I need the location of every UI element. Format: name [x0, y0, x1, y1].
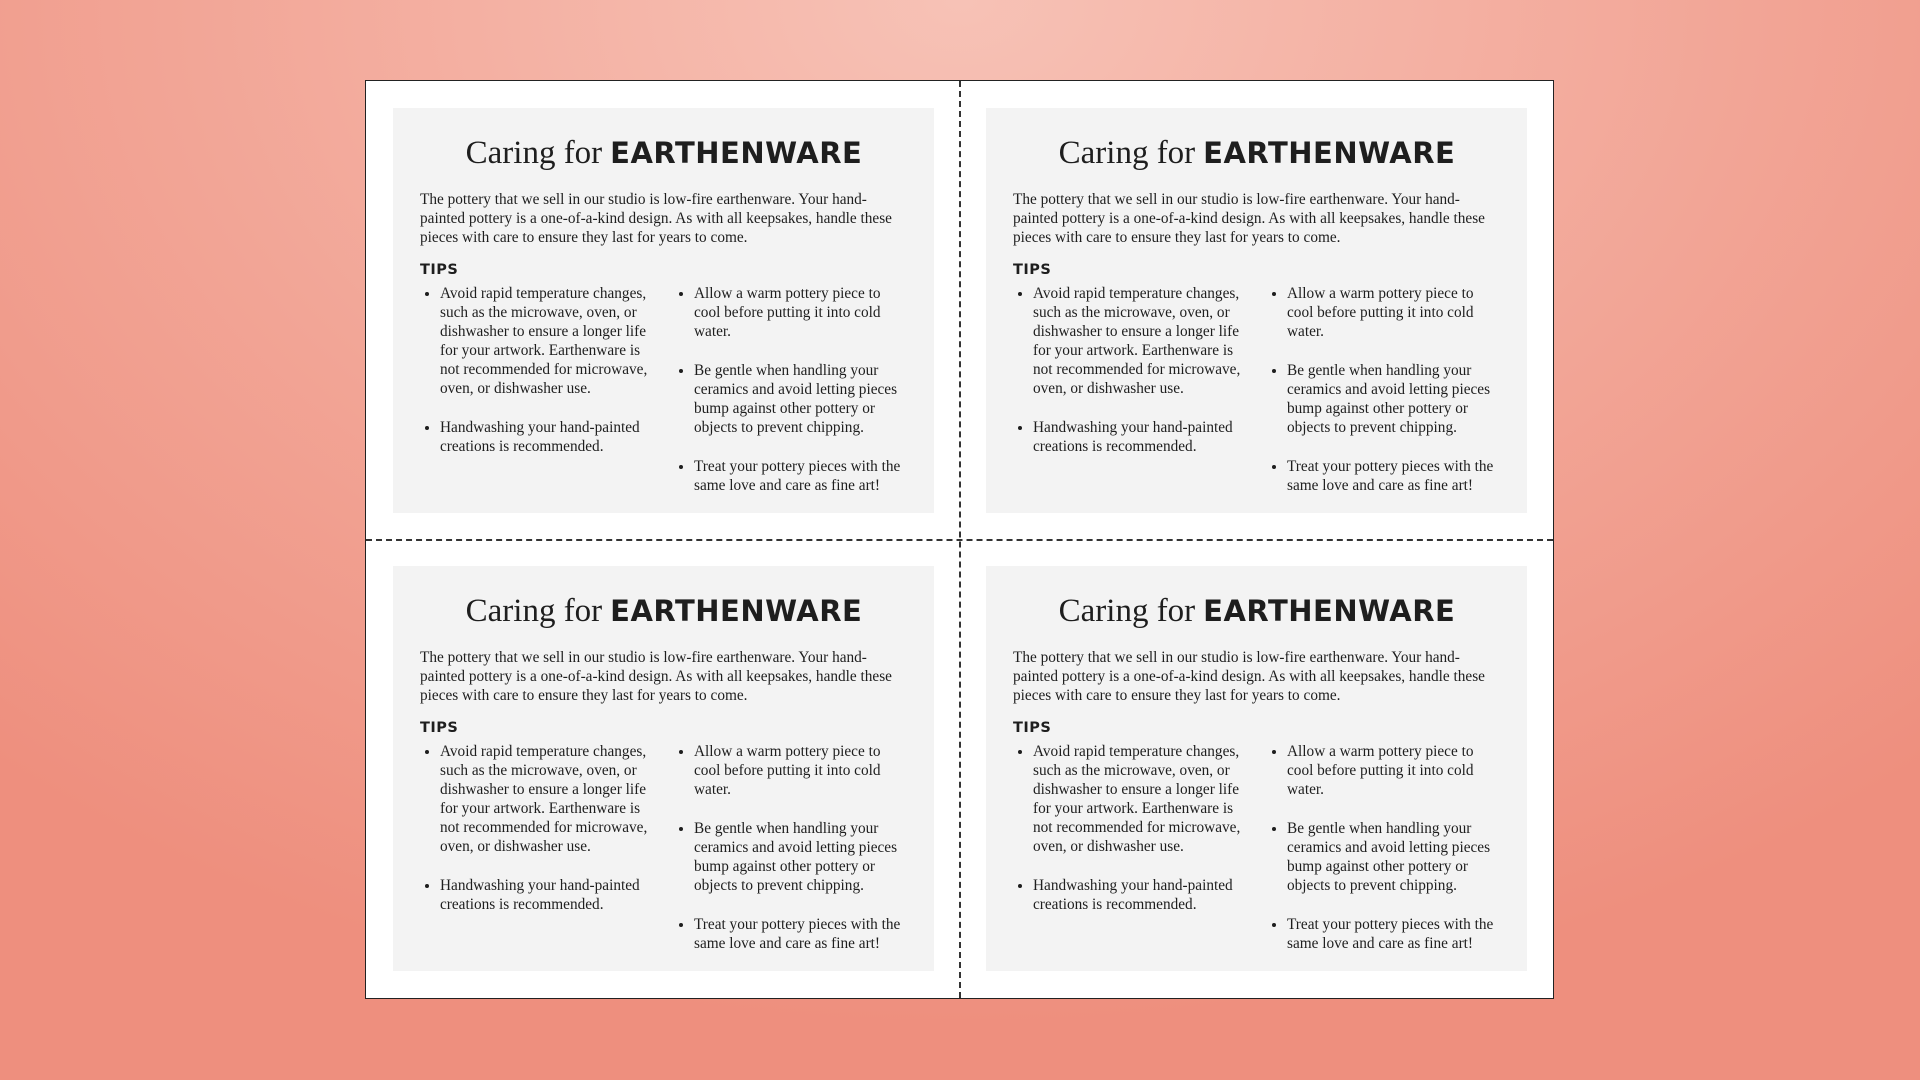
- card-title-bold: EARTHENWARE: [610, 136, 863, 170]
- printable-sheet: [365, 80, 1554, 999]
- tips-columns: [1013, 284, 1501, 515]
- tips-left-column: [420, 742, 664, 973]
- tip-item: • Avoid rapid temperature changes, such as the microwave, oven, or dishwasher to ensure a longer life for your artwork. Earthenware is not recommended for microwave, oven, or dishwasher use.: [1033, 742, 1243, 856]
- tips-heading: TIPS: [420, 720, 459, 736]
- tips-columns: [420, 284, 908, 515]
- card-title: [1013, 594, 1501, 634]
- tip-item: • Allow a warm pottery piece to cool before putting it into cold water.: [694, 742, 908, 799]
- tips-left-column: [1013, 742, 1257, 973]
- care-card-top-right: [986, 108, 1527, 513]
- tip-item: • Be gentle when handling your ceramics and avoid letting pieces bump against other pottery or objects to prevent chipping.: [1287, 361, 1501, 437]
- tip-item: • Avoid rapid temperature changes, such as the microwave, oven, or dishwasher to ensure a longer life for your artwork. Earthenware is not recommended for microwave, oven, or dishwasher use.: [1033, 284, 1243, 398]
- card-title-light: Caring for: [1058, 135, 1196, 171]
- card-title: [420, 136, 908, 176]
- tips-columns: [1013, 742, 1501, 973]
- card-title-light: Caring for: [1058, 593, 1196, 629]
- tips-left-column: [1013, 284, 1257, 515]
- card-title: [420, 594, 908, 634]
- card-intro: The pottery that we sell in our studio is low-fire earthenware. Your hand-painted pottery is a one-of-a-kind design. As with all keepsakes, handle these pieces with care to ensure they last for years to come.: [420, 191, 892, 246]
- card-title-light: Caring for: [465, 593, 603, 629]
- tip-item: • Allow a warm pottery piece to cool before putting it into cold water.: [1287, 284, 1501, 341]
- tip-item: • Avoid rapid temperature changes, such as the microwave, oven, or dishwasher to ensure a longer life for your artwork. Earthenware is not recommended for microwave, oven, or dishwasher use.: [440, 284, 650, 398]
- tip-item: • Treat your pottery pieces with the same love and care as fine art!: [1287, 457, 1501, 495]
- care-card-bottom-left: [393, 566, 934, 971]
- tips-right-column: [664, 284, 908, 515]
- tip-item: • Handwashing your hand-painted creations is recommended.: [1033, 418, 1243, 456]
- tip-item: • Handwashing your hand-painted creations is recommended.: [440, 418, 650, 456]
- tip-item: • Treat your pottery pieces with the same love and care as fine art!: [694, 915, 908, 953]
- tip-item: • Handwashing your hand-painted creations is recommended.: [440, 876, 650, 914]
- card-intro: The pottery that we sell in our studio is low-fire earthenware. Your hand-painted pottery is a one-of-a-kind design. As with all keepsakes, handle these pieces with care to ensure they last for years to come.: [420, 649, 892, 704]
- tip-item: • Be gentle when handling your ceramics and avoid letting pieces bump against other pottery or objects to prevent chipping.: [1287, 819, 1501, 895]
- card-intro: The pottery that we sell in our studio is low-fire earthenware. Your hand-painted pottery is a one-of-a-kind design. As with all keepsakes, handle these pieces with care to ensure they last for years to come.: [1013, 191, 1485, 246]
- tip-item: • Be gentle when handling your ceramics and avoid letting pieces bump against other pottery or objects to prevent chipping.: [694, 361, 908, 437]
- card-title-bold: EARTHENWARE: [1203, 594, 1456, 628]
- tips-right-column: [1257, 742, 1501, 973]
- card-intro: The pottery that we sell in our studio is low-fire earthenware. Your hand-painted pottery is a one-of-a-kind design. As with all keepsakes, handle these pieces with care to ensure they last for years to come.: [1013, 649, 1485, 704]
- tips-heading: TIPS: [420, 262, 459, 278]
- tips-left-column: [420, 284, 664, 515]
- vertical-cut-line: [959, 81, 961, 998]
- tip-item: • Treat your pottery pieces with the same love and care as fine art!: [694, 457, 908, 495]
- card-title-bold: EARTHENWARE: [1203, 136, 1456, 170]
- tips-right-column: [1257, 284, 1501, 515]
- card-title: [1013, 136, 1501, 176]
- care-card-top-left: [393, 108, 934, 513]
- tips-heading: TIPS: [1013, 720, 1052, 736]
- card-title-bold: EARTHENWARE: [610, 594, 863, 628]
- tip-item: • Allow a warm pottery piece to cool before putting it into cold water.: [694, 284, 908, 341]
- tip-item: • Avoid rapid temperature changes, such as the microwave, oven, or dishwasher to ensure a longer life for your artwork. Earthenware is not recommended for microwave, oven, or dishwasher use.: [440, 742, 650, 856]
- tip-item: • Be gentle when handling your ceramics and avoid letting pieces bump against other pottery or objects to prevent chipping.: [694, 819, 908, 895]
- care-card-bottom-right: [986, 566, 1527, 971]
- card-title-light: Caring for: [465, 135, 603, 171]
- tip-item: • Allow a warm pottery piece to cool before putting it into cold water.: [1287, 742, 1501, 799]
- tips-right-column: [664, 742, 908, 973]
- tips-columns: [420, 742, 908, 973]
- tip-item: • Handwashing your hand-painted creations is recommended.: [1033, 876, 1243, 914]
- tip-item: • Treat your pottery pieces with the same love and care as fine art!: [1287, 915, 1501, 953]
- tips-heading: TIPS: [1013, 262, 1052, 278]
